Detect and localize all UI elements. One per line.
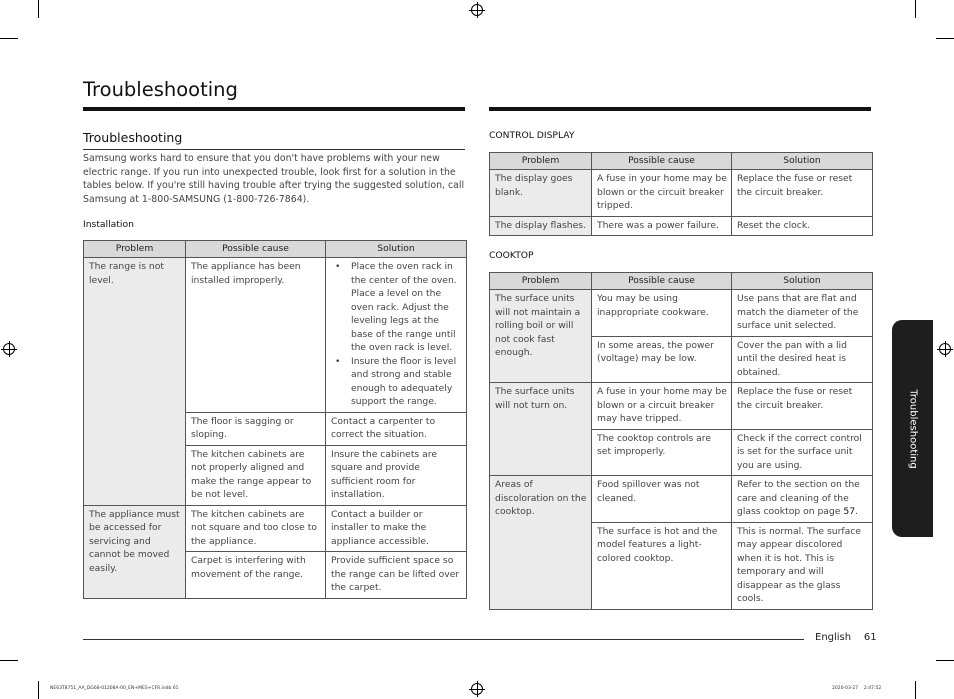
title-rule-left xyxy=(83,107,465,111)
problem-cell: Areas of discoloration on the cooktop. xyxy=(490,476,592,610)
installation-table xyxy=(83,240,467,599)
column-header: Problem xyxy=(84,241,186,258)
column-header: Possible cause xyxy=(186,241,326,258)
crop-mark xyxy=(38,0,39,18)
footer xyxy=(815,632,877,643)
column-header: Solution xyxy=(732,153,873,170)
crop-mark xyxy=(915,681,916,699)
problem-cell: The appliance must be accessed for servicing and cannot be moved easily. xyxy=(84,505,186,598)
solution-cell: This is normal. The surface may appear discolored when it is hot. This is temporary and will disappear as the glass cools. xyxy=(732,522,873,609)
page-reference-link[interactable]: 57 xyxy=(843,506,856,517)
table-row xyxy=(490,216,873,236)
cause-cell: The appliance has been installed improperly. xyxy=(186,258,326,413)
problem-cell: The surface units will not maintain a rolling boil or will not cook fast enough. xyxy=(490,290,592,383)
cause-cell: A fuse in your home may be blown or the circuit breaker tripped. xyxy=(592,170,732,217)
page-title: Troubleshooting xyxy=(83,78,238,101)
cause-cell: Food spillover was not cleaned. xyxy=(592,476,732,523)
solution-cell: Contact a carpenter to correct the situation. xyxy=(326,412,467,445)
column-header: Problem xyxy=(490,153,592,170)
crop-mark xyxy=(936,38,954,39)
cooktop-heading: COOKTOP xyxy=(489,250,534,261)
table-row xyxy=(84,505,467,552)
solution-cell: Insure the cabinets are square and provide sufficient room for installation. xyxy=(326,445,467,505)
side-tab-label: Troubleshooting xyxy=(907,388,918,469)
table-row xyxy=(84,258,467,413)
problem-cell: The surface units will not turn on. xyxy=(490,383,592,476)
problem-cell: The display flashes. xyxy=(490,216,592,236)
side-chapter-tab xyxy=(892,320,933,537)
crop-mark xyxy=(0,38,18,39)
crop-mark xyxy=(0,660,18,661)
crop-mark xyxy=(915,0,916,18)
table-row xyxy=(490,476,873,523)
solution-cell xyxy=(732,476,873,523)
cause-cell: The kitchen cabinets are not properly aligned and make the range appear to be not level. xyxy=(186,445,326,505)
crop-mark xyxy=(936,660,954,661)
column-header: Solution xyxy=(326,241,467,258)
title-rule-right xyxy=(489,107,871,111)
list-item: • Place the oven rack in the center of the oven. Place a level on the oven rack. Adjust the leveling legs at the base of the range until the oven rack is level. xyxy=(351,260,462,355)
cause-cell: The floor is sagging or sloping. xyxy=(186,412,326,445)
table-row xyxy=(490,383,873,430)
solution-cell: Replace the fuse or reset the circuit breaker. xyxy=(732,383,873,430)
problem-cell: The display goes blank. xyxy=(490,170,592,217)
solution-text-end: . xyxy=(855,506,858,517)
cause-cell: The surface is hot and the model features a light-colored cooktop. xyxy=(592,522,732,609)
list-item: • Insure the floor is level and strong and stable enough to adequately support the range. xyxy=(351,355,462,409)
footer-rule xyxy=(83,639,804,640)
page-number: 61 xyxy=(863,632,877,643)
table-row xyxy=(490,290,873,337)
solution-list xyxy=(331,260,462,409)
column-header: Possible cause xyxy=(592,153,732,170)
solution-cell xyxy=(326,258,467,413)
registration-mark-icon xyxy=(471,4,483,16)
installation-heading: Installation xyxy=(83,219,134,230)
cause-cell: The kitchen cabinets are not square and too close to the appliance. xyxy=(186,505,326,552)
print-slug-right: 2020-03-27 2:47:52 xyxy=(832,686,882,691)
solution-text: Refer to the section on the care and cleaning of the glass cooktop on page xyxy=(737,479,860,517)
problem-cell: The range is not level. xyxy=(84,258,186,506)
cause-cell: A fuse in your home may be blown or a circuit breaker may have tripped. xyxy=(592,383,732,430)
solution-cell: Check if the correct control is set for the surface unit you are using. xyxy=(732,429,873,476)
footer-language: English xyxy=(815,632,852,643)
column-header: Solution xyxy=(732,273,873,290)
control-display-table xyxy=(489,152,873,236)
cause-cell: In some areas, the power (voltage) may be low. xyxy=(592,336,732,383)
solution-cell: Reset the clock. xyxy=(732,216,873,236)
section-rule xyxy=(83,149,465,150)
registration-mark-icon xyxy=(939,343,951,355)
section-title: Troubleshooting xyxy=(83,130,183,145)
intro-paragraph: Samsung works hard to ensure that you don't have problems with your new electric range. If you run into unexpected trouble, look first for a solution in the tables below. If you're still having trouble after trying the suggested solution, call Samsung at 1-800-SAMSUNG (1-800-726-7864). xyxy=(83,153,465,205)
solution-cell: Replace the fuse or reset the circuit breaker. xyxy=(732,170,873,217)
registration-mark-icon xyxy=(3,343,15,355)
cause-cell: You may be using inappropriate cookware. xyxy=(592,290,732,337)
column-header: Possible cause xyxy=(592,273,732,290)
solution-cell: Provide sufficient space so the range can be lifted over the carpet. xyxy=(326,552,467,599)
column-header: Problem xyxy=(490,273,592,290)
cause-cell: There was a power failure. xyxy=(592,216,732,236)
cause-cell: Carpet is interfering with movement of the range. xyxy=(186,552,326,599)
registration-mark-icon xyxy=(471,683,483,695)
solution-cell: Contact a builder or installer to make the appliance accessible. xyxy=(326,505,467,552)
cooktop-table xyxy=(489,272,873,610)
crop-mark xyxy=(38,681,39,699)
solution-cell: Cover the pan with a lid until the desired heat is obtained. xyxy=(732,336,873,383)
control-display-heading: CONTROL DISPLAY xyxy=(489,130,575,141)
table-row xyxy=(490,170,873,217)
print-slug-left: NE63T8751_AA_DG68-01208A-00_EN+MES+CFR.indb 61 xyxy=(50,686,179,691)
cause-cell: The cooktop controls are set improperly. xyxy=(592,429,732,476)
solution-cell: Use pans that are flat and match the diameter of the surface unit selected. xyxy=(732,290,873,337)
